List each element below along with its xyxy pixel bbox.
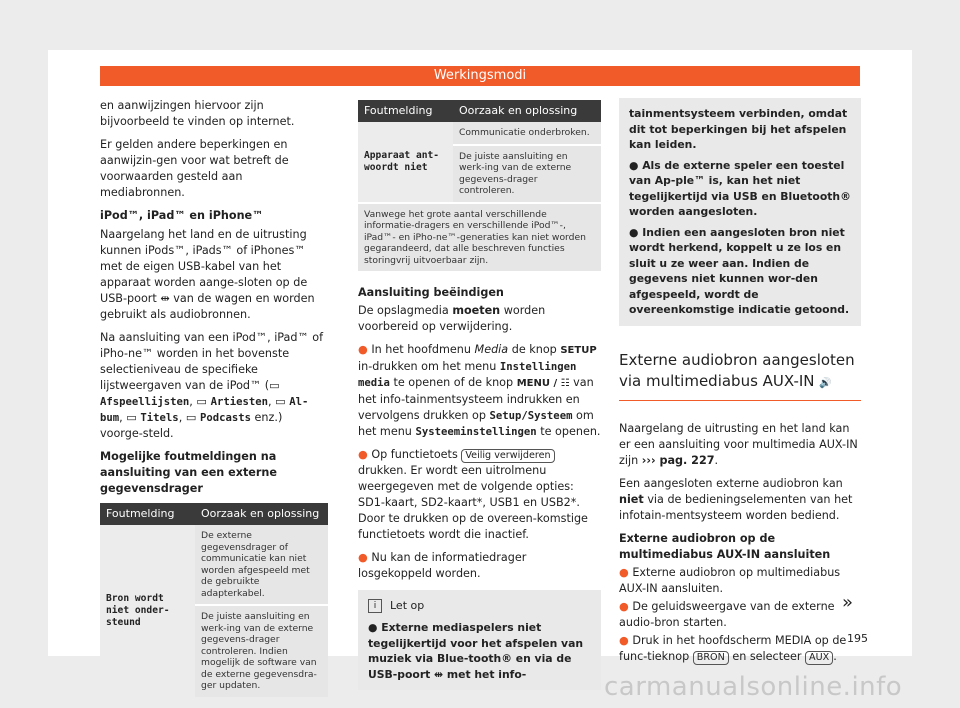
table-header: Oorzaak en oplossing [453,100,601,122]
veilig-verwijderen-key: Veilig verwijderen [461,449,554,463]
paragraph: Een aangesloten externe audiobron kan niet via de bedieningselementen van het infotain-mentsysteem worden bediend. [619,476,853,522]
setup-key: SETUP [560,345,597,356]
subheading: Externe audiobron op de multimediabus AUX-IN aansluiten [619,531,831,561]
bullet-icon: ● [368,621,378,634]
folder-icon: ▭ [185,411,197,424]
bullet-item: ● Nu kan de informatiedrager losgekoppeld worden. [358,551,527,580]
bullet-icon: ● [619,633,629,647]
page-reference[interactable]: ››› pag. 227 [641,453,715,467]
column-2 [358,100,601,690]
tip-header: i Let op [368,598,591,614]
tip-bullet: ● Indien een aangesloten bron niet wordt herkend, koppelt u ze los en sluit u ze weer aan. Indien de gegevens niet kunnen wor-den afgespeeld, wordt de overeenkomstige indicatie getoond. [629,225,850,316]
bullet-item: ● De geluidsweergave van de externe audio-bron starten. [619,599,835,629]
bullet-icon: ● [358,343,368,356]
folder-icon: ▭ [126,411,137,424]
bron-key: BRON [693,651,729,665]
error-table [358,100,601,271]
bullet-item: ● In het hoofdmenu Media de knop SETUP in-drukken om het menu Instellingen media te openen of de knop MENU / ☷ van het info-tainmentsysteem indrukken en vervolgens drukken op Setup/Systeem om het menu Systeeminstellingen te openen. [358,343,601,438]
table-header: Oorzaak en oplossing [195,503,328,525]
bullet-item: ● Externe audiobron op multimediabus AUX-IN aansluiten. [619,565,841,595]
paragraph: Naargelang het land en de uitrusting kunnen iPods™, iPads™ of iPhones™ met de eigen USB-kabel van het apparaat worden aange-sloten op de USB-poort ⇹ van de wagen en worden gebruikt als audiobronnen. [100,228,315,321]
folder-icon: ▭ [196,395,207,408]
error-message: Apparaat ant-woordt niet [358,122,453,203]
page-header: Werkingsmodi [100,66,860,86]
paragraph: De opslagmedia moeten worden voorbereid op verwijdering. [358,304,546,333]
bullet-icon: ● [619,599,629,613]
bullet-item: ● Op functietoets Veilig verwijderen drukken. Er wordt een uitrolmenu weergegeven met de volgende opties: SD1-kaart, SD2-kaart*, USB1 en USB2*. Door te drukken op de overeen-komstige functietoets wordt die inactief. [358,448,588,541]
speaker-icon: 🔊 [819,377,832,389]
tip-text: ● Externe mediaspelers niet tegelijkertijd voor het afspelen van muziek via Blue-tooth® en via de USB-poort ⇹ met het info- [368,621,584,681]
error-solution: De juiste aansluiting en werk-ing van de externe gegevens-drager controleren. [453,145,601,203]
column-3 [619,98,861,672]
error-solution: De juiste aansluiting en werk-ing van de externe gegevens-drager controleren. Indien mogelijk de software van de externe gegevensdra-ger updaten. [195,605,328,697]
section-title: Externe audiobron aangesloten via multimediabus AUX-IN 🔊 [619,350,861,401]
bullet-icon: ● [619,565,629,579]
error-cause: De externe gegevensdrager of communicatie kan niet worden afgespeeld met de gebruikte adapterkabel. [195,525,328,605]
aux-key: AUX [805,651,833,665]
bullet-icon: ● [358,448,368,461]
paragraph: Er gelden andere beperkingen en aanwijzin-gen voor wat betreft de voorwaarden gesteld aan mediabronnen. [100,138,289,199]
paragraph: Naargelang de uitrusting en het land kan er een aansluiting voor multimedia AUX-IN zijn ››› pag. 227. [619,421,858,467]
menu-key: MENU / ☷ [516,378,570,389]
watermark: carmanualsonline.info [604,672,903,702]
folder-icon: ▭ [275,395,286,408]
table-note: Vanwege het grote aantal verschillende informatie-dragers en verschillende iPod™-, iPad™- en iPho-ne™-generaties kan niet worden gegarandeerd, dat alle beschreven functies storingvrij uitvoerbaar zijn. [358,203,601,272]
bullet-icon: ● [358,551,368,564]
errors-heading: Mogelijke foutmeldingen na aansluiting van een externe gegevensdrager [100,450,277,495]
page-number: 195 [847,632,868,645]
table-header: Foutmelding [100,503,195,525]
folder-icon: ▭ [269,379,280,392]
error-table [100,503,328,697]
bullet-item: ● Druk in het hoofdscherm MEDIA op de func-tieknop BRON en selecteer AUX . [619,633,847,663]
tip-box-continued [619,98,861,326]
tip-text: tainmentsysteem verbinden, omdat dit tot beperkingen bij het afspelen kan leiden. [629,107,848,151]
column-1 [100,98,328,697]
paragraph: en aanwijzingen hiervoor zijn bijvoorbeeld te vinden op internet. [100,99,295,128]
paragraph-ipod-lists: Na aansluiting van een iPod™, iPad™ of iPho-ne™ worden in het bovenste selectieniveau de specifieke lijstweergaven van de iPod™ (▭ Afspeellijsten, ▭ Artiesten, ▭ Al-bum, ▭ Titels, ▭ Podcasts enz.) voorge-steld. [100,331,324,440]
ipod-heading: iPod™, iPad™ en iPhone™ [100,209,264,222]
error-cause: Communicatie onderbroken. [453,122,601,145]
error-message: Bron wordt niet onder-steund [100,525,195,697]
section-heading: Aansluiting beëindigen [358,286,504,299]
table-header: Foutmelding [358,100,453,122]
info-icon: i [368,599,382,613]
continue-arrow: » [842,592,854,613]
tip-box [358,590,601,690]
tip-bullet: ● Als de externe speler een toestel van Ap-ple™ is, kan het niet tegelijkertijd via USB en Bluetooth® worden aangesloten. [629,158,851,218]
